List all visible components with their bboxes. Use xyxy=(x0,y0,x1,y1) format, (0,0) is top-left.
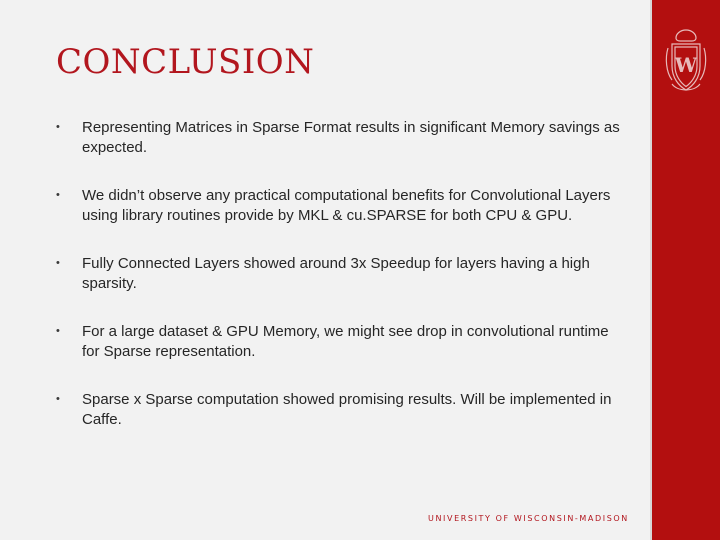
slide-title: CONCLUSION xyxy=(56,42,315,82)
bullet-marker: • xyxy=(56,121,60,133)
bullet-marker: • xyxy=(56,257,60,269)
svg-text:W: W xyxy=(674,53,698,77)
bullet-text: Sparse x Sparse computation showed promising results. Will be implemented in Caffe. xyxy=(82,391,612,428)
bullet-item xyxy=(52,254,622,293)
bullet-marker: • xyxy=(56,325,60,337)
bullet-marker: • xyxy=(56,393,60,405)
bullet-text: We didn’t observe any practical computational benefits for Convolutional Layers using library routines provide by MKL & cu.SPARSE for both CPU & GPU. xyxy=(82,187,611,224)
bullet-marker: • xyxy=(56,189,60,201)
university-crest-icon xyxy=(662,26,710,100)
bullet-item xyxy=(52,186,622,225)
bullet-item xyxy=(52,390,622,429)
bullet-list xyxy=(52,118,622,429)
bullet-text: Fully Connected Layers showed around 3x Speedup for layers having a high sparsity. xyxy=(82,255,590,292)
bullet-item xyxy=(52,118,622,157)
bullet-text: Representing Matrices in Sparse Format results in significant Memory savings as expected. xyxy=(82,119,620,156)
footer-university-name: UNIVERSITY OF WISCONSIN-MADISON xyxy=(428,514,629,523)
bullet-item xyxy=(52,322,622,361)
bullet-text: For a large dataset & GPU Memory, we might see drop in convolutional runtime for Sparse representation. xyxy=(82,323,609,360)
